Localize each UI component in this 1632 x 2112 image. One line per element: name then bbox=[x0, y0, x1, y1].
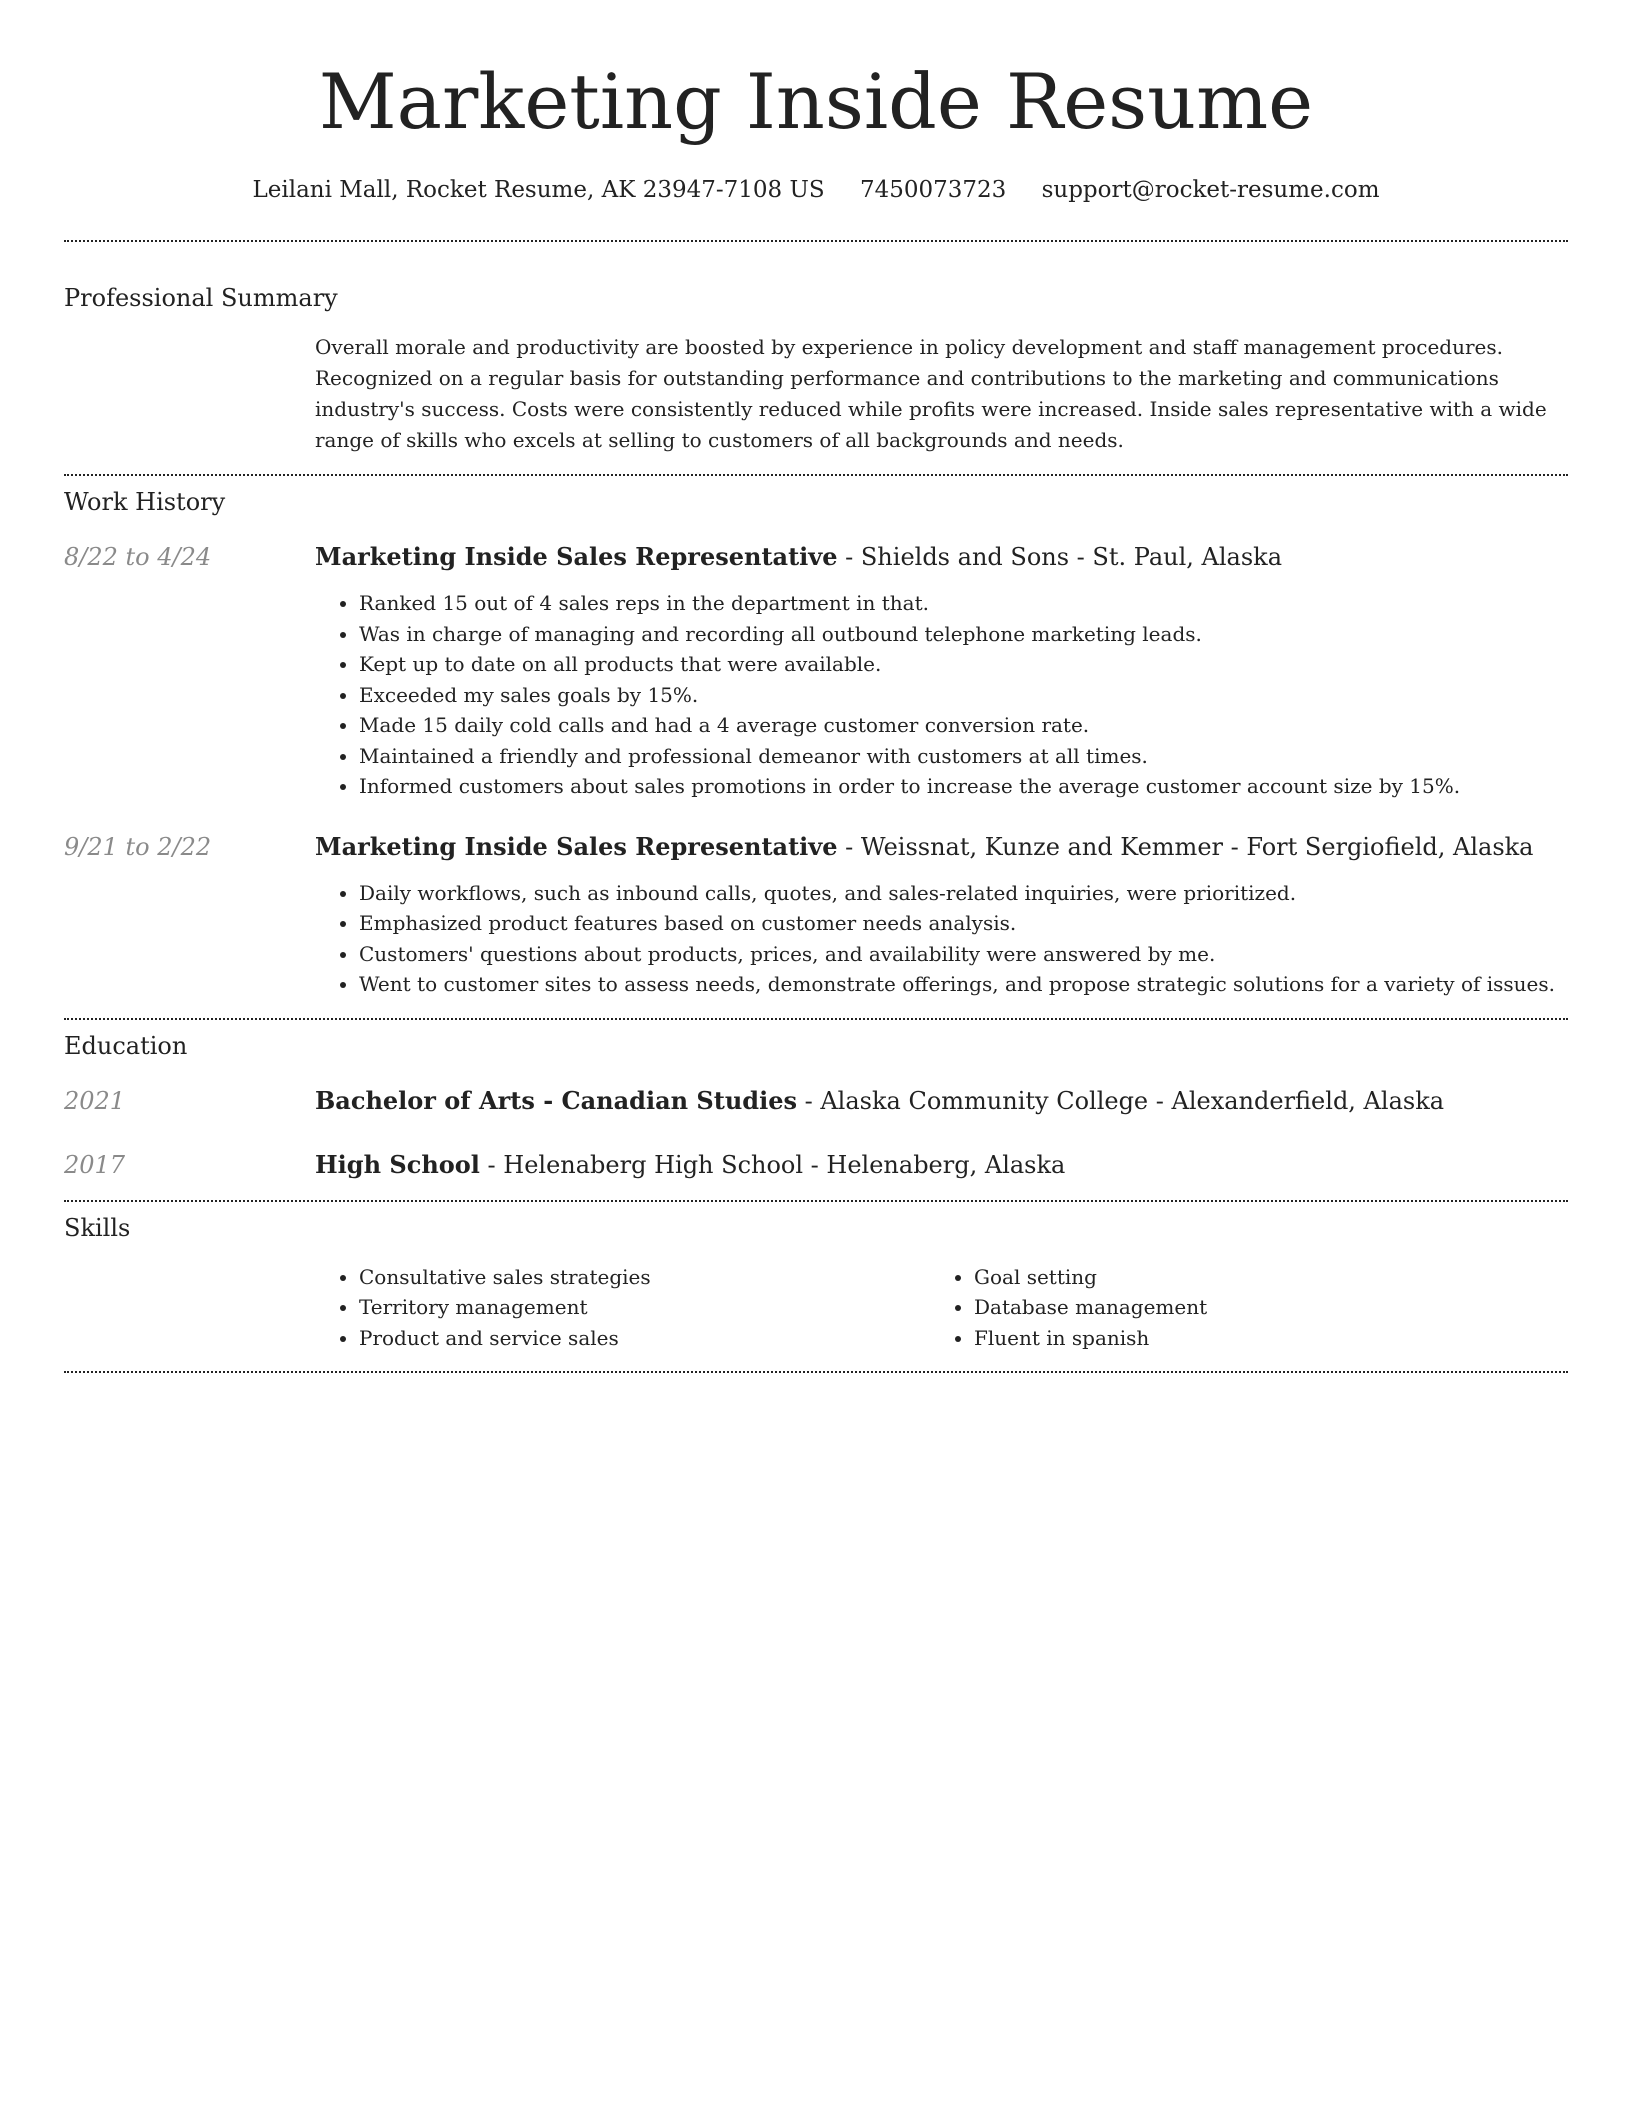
skill-item: • Territory management bbox=[359, 1292, 930, 1323]
job-title bbox=[315, 830, 1568, 864]
list-item: • Went to customer sites to assess needs, demonstrate offerings, and propose strategic solutions for a variety of issues. bbox=[359, 969, 1568, 1000]
contact-phone: 7450073723 bbox=[859, 177, 1007, 203]
list-item: • Kept up to date on all products that were available. bbox=[359, 649, 1568, 680]
job-bullets bbox=[315, 588, 1568, 802]
skill-item: • Fluent in spanish bbox=[974, 1323, 1545, 1354]
summary-section bbox=[64, 242, 1568, 474]
skills-column-right bbox=[930, 1262, 1545, 1354]
education-degree: Bachelor of Arts - Canadian Studies bbox=[315, 1085, 797, 1115]
education-detail bbox=[315, 1148, 1568, 1182]
education-school: - Helenaberg High School - Helenaberg, Alaska bbox=[479, 1150, 1066, 1179]
list-item: • Customers' questions about products, prices, and availability were answered by me. bbox=[359, 939, 1568, 970]
list-item: • Maintained a friendly and professional demeanor with customers at all times. bbox=[359, 741, 1568, 772]
education-section bbox=[64, 1020, 1568, 1200]
summary-title: Professional Summary bbox=[64, 284, 338, 312]
education-title: Education bbox=[64, 1031, 188, 1060]
list-item: • Emphasized product features based on customer needs analysis. bbox=[359, 908, 1568, 939]
list-item: • Ranked 15 out of 4 sales reps in the department in that. bbox=[359, 588, 1568, 619]
contact-line bbox=[64, 174, 1568, 206]
skills-title: Skills bbox=[64, 1213, 131, 1242]
education-degree: High School bbox=[315, 1149, 480, 1179]
contact-address: Leilani Mall, Rocket Resume, AK 23947-7108 US bbox=[252, 177, 825, 203]
education-year: 2021 bbox=[64, 1086, 126, 1115]
resume-name: Marketing Inside Resume bbox=[318, 57, 1314, 146]
education-entry bbox=[64, 1148, 1568, 1182]
skill-item: • Consultative sales strategies bbox=[359, 1262, 930, 1293]
list-item: • Daily workflows, such as inbound calls, quotes, and sales-related inquiries, were prioritized. bbox=[359, 878, 1568, 909]
education-school: - Alaska Community College - Alexanderfield, Alaska bbox=[796, 1086, 1445, 1115]
job-employer: - Shields and Sons - St. Paul, Alaska bbox=[837, 543, 1283, 571]
job-body bbox=[315, 830, 1568, 1000]
skills-list bbox=[315, 1262, 1568, 1372]
skills-section bbox=[64, 1202, 1568, 1372]
resume-header bbox=[64, 0, 1568, 206]
divider bbox=[64, 1371, 1568, 1373]
skill-item: • Product and service sales bbox=[359, 1323, 930, 1354]
list-item: • Exceeded my sales goals by 15%. bbox=[359, 680, 1568, 711]
job-employer: - Weissnat, Kunze and Kemmer - Fort Sergiofield, Alaska bbox=[837, 832, 1534, 861]
list-item: • Informed customers about sales promotions in order to increase the average customer account size by 15%. bbox=[359, 771, 1568, 802]
job-dates: 8/22 to 4/24 bbox=[64, 543, 212, 571]
summary-text: Overall morale and productivity are boosted by experience in policy development and staff management procedures. Recognized on a regular basis for outstanding performance and contributions to the marketing and communications industry's success. Costs were consistently reduced while profits were increased. Inside sales representative with a wide range of skills who excels at selling to customers of all backgrounds and needs. bbox=[315, 335, 1547, 452]
education-entry bbox=[64, 1084, 1568, 1118]
job-entry bbox=[64, 540, 1568, 802]
list-item: • Made 15 daily cold calls and had a 4 average customer conversion rate. bbox=[359, 710, 1568, 741]
job-title bbox=[315, 540, 1568, 574]
education-year: 2017 bbox=[64, 1150, 126, 1179]
work-history-section bbox=[64, 476, 1568, 1018]
work-history-title: Work History bbox=[64, 488, 226, 516]
job-role: Marketing Inside Sales Representative bbox=[315, 831, 838, 861]
skill-item: • Goal setting bbox=[974, 1262, 1545, 1293]
contact-email: support@rocket-resume.com bbox=[1041, 177, 1380, 203]
list-item: • Was in charge of managing and recording all outbound telephone marketing leads. bbox=[359, 619, 1568, 650]
job-dates: 9/21 to 2/22 bbox=[64, 832, 212, 861]
job-entry bbox=[64, 830, 1568, 1000]
skills-column-left bbox=[315, 1262, 930, 1354]
job-bullets bbox=[315, 878, 1568, 1000]
education-detail bbox=[315, 1084, 1568, 1118]
skill-item: • Database management bbox=[974, 1292, 1545, 1323]
job-body bbox=[315, 540, 1568, 802]
job-role: Marketing Inside Sales Representative bbox=[315, 542, 838, 571]
